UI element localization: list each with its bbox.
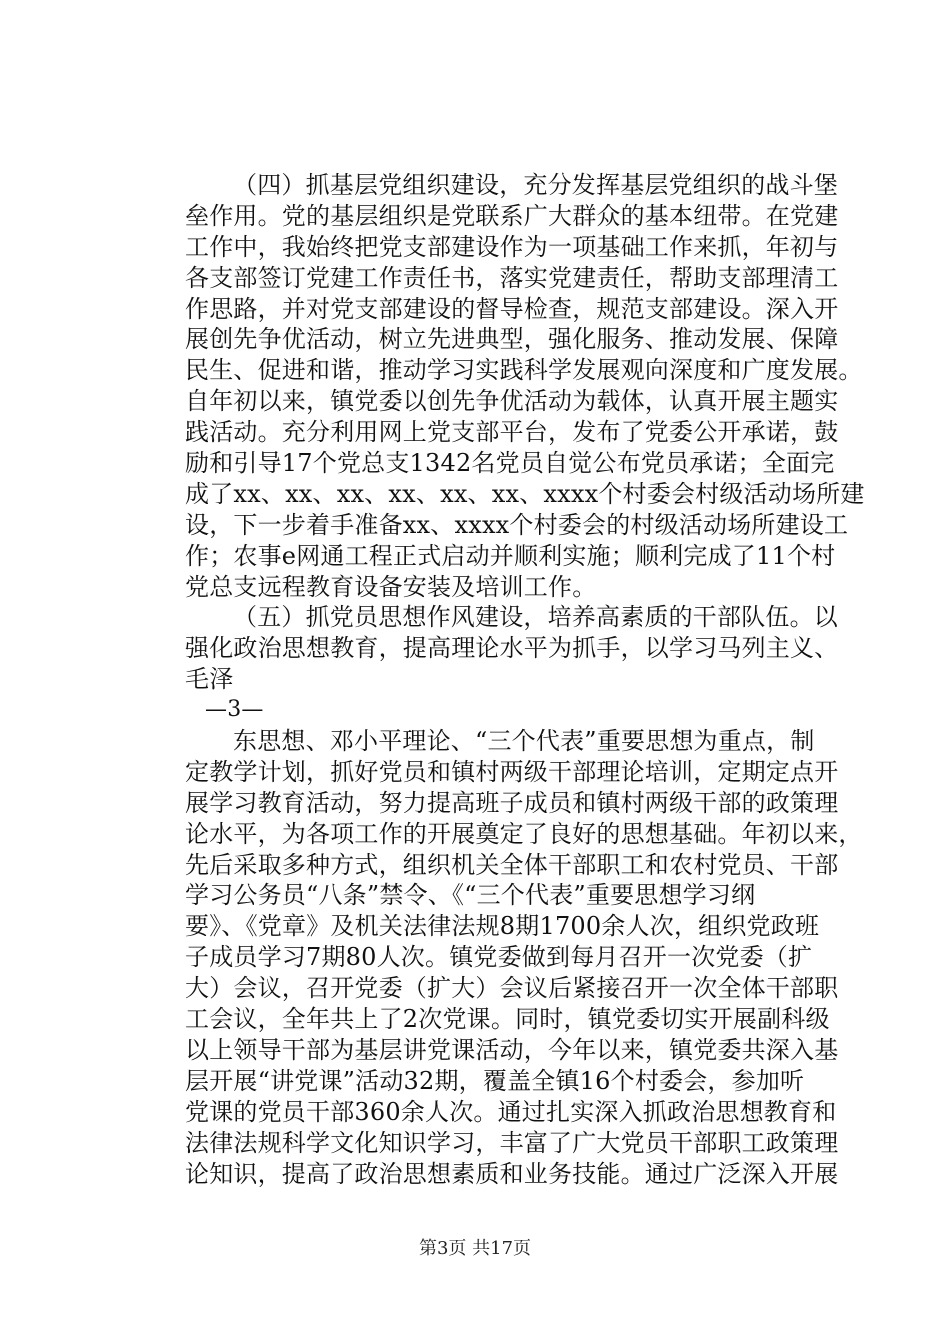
paragraph-4-line: 展创先争优活动，树立先进典型，强化服务、推动发展、保障 (185, 325, 839, 354)
paragraph-5-line: 强化政治思想教育，提高理论水平为抓手，以学习马列主义、 (185, 634, 839, 663)
paragraph-4-line: 民生、促进和谐，推动学习实践科学发展观向深度和广度发展。 (185, 356, 863, 385)
paragraph-5-line: 毛泽 (185, 665, 234, 694)
paragraph-6-line: 工会议，全年共上了2次党课。同时，镇党委切实开展副科级 (185, 1005, 830, 1034)
paragraph-4-line: （四）抓基层党组织建设，充分发挥基层党组织的战斗堡 (233, 171, 838, 199)
paragraph-6-line: 法律法规科学文化知识学习，丰富了广大党员干部职工政策理 (185, 1128, 839, 1157)
paragraph-4-line: 励和引导17个党总支1342名党员自觉公布党员承诺；全面完 (185, 449, 835, 478)
paragraph-6-line: 论知识，提高了政治思想素质和业务技能。通过广泛深入开展 (185, 1159, 839, 1188)
paragraph-6-line: 党课的党员干部360余人次。通过扎实深入抓政治思想教育和 (185, 1097, 837, 1126)
paragraph-6-line: 东思想、邓小平理论、“三个代表”重要思想为重点，制 (233, 727, 815, 756)
inline-page-number: —3— (205, 697, 264, 723)
paragraph-4-line: 成了xx、xx、xx、xx、xx、xx、xxxx个村委会村级活动场所建 (185, 479, 865, 508)
paragraph-6-line: 层开展“讲党课”活动32期，覆盖全镇16个村委会，参加听 (185, 1066, 805, 1095)
paragraph-6-line: 论水平，为各项工作的开展奠定了良好的思想基础。年初以来， (185, 819, 863, 848)
paragraph-6-line: 学习公务员“八条”禁令、《“三个代表”重要思想学习纲 (185, 881, 756, 910)
paragraph-5-line: （五）抓党员思想作风建设，培养高素质的干部队伍。以 (233, 603, 838, 632)
paragraph-4-line: 各支部签订党建工作责任书，落实党建责任，帮助支部理清工 (185, 263, 839, 292)
page-number-label: 第3页 共17页 (418, 1238, 532, 1259)
paragraph-6-line: 以上领导干部为基层讲党课活动，今年以来，镇党委共深入基 (185, 1035, 839, 1064)
paragraph-6-line: 定教学计划，抓好党员和镇村两级干部理论培训，定期定点开 (185, 757, 839, 786)
paragraph-4-line: 自年初以来，镇党委以创先争优活动为载体，认真开展主题实 (185, 387, 839, 416)
paragraph-4-line: 党总支远程教育设备安装及培训工作。 (185, 572, 597, 601)
paragraph-4-line: 作思路，并对党支部建设的督导检查，规范支部建设。深入开 (185, 294, 839, 323)
paragraph-6-line: 先后采取多种方式，组织机关全体干部职工和农村党员、干部 (185, 850, 839, 879)
paragraph-4-line: 工作中，我始终把党支部建设作为一项基础工作来抓，年初与 (185, 232, 839, 261)
page-footer (0, 1237, 950, 1261)
paragraph-6-line: 要》、《党章》及机关法律法规8期1700余人次，组织党政班 (185, 912, 820, 941)
paragraph-4-line: 垒作用。党的基层组织是党联系广大群众的基本纽带。在党建 (185, 201, 839, 230)
paragraph-6-line: 展学习教育活动，努力提高班子成员和镇村两级干部的政策理 (185, 788, 839, 817)
paragraph-6-line: 子成员学习7期80人次。镇党委做到每月召开一次党委（扩 (185, 943, 813, 972)
paragraph-4-line: 设，下一步着手准备xx、xxxx个村委会的村级活动场所建设工 (185, 510, 849, 539)
paragraph-4-line: 践活动。充分利用网上党支部平台，发布了党委公开承诺，鼓 (185, 418, 839, 447)
document-body (185, 170, 865, 1189)
paragraph-6-line: 大）会议，召开党委（扩大）会议后紧接召开一次全体干部职 (185, 974, 839, 1003)
paragraph-4-line: 作；农事e网通工程正式启动并顺利实施；顺利完成了11个村 (185, 541, 836, 570)
